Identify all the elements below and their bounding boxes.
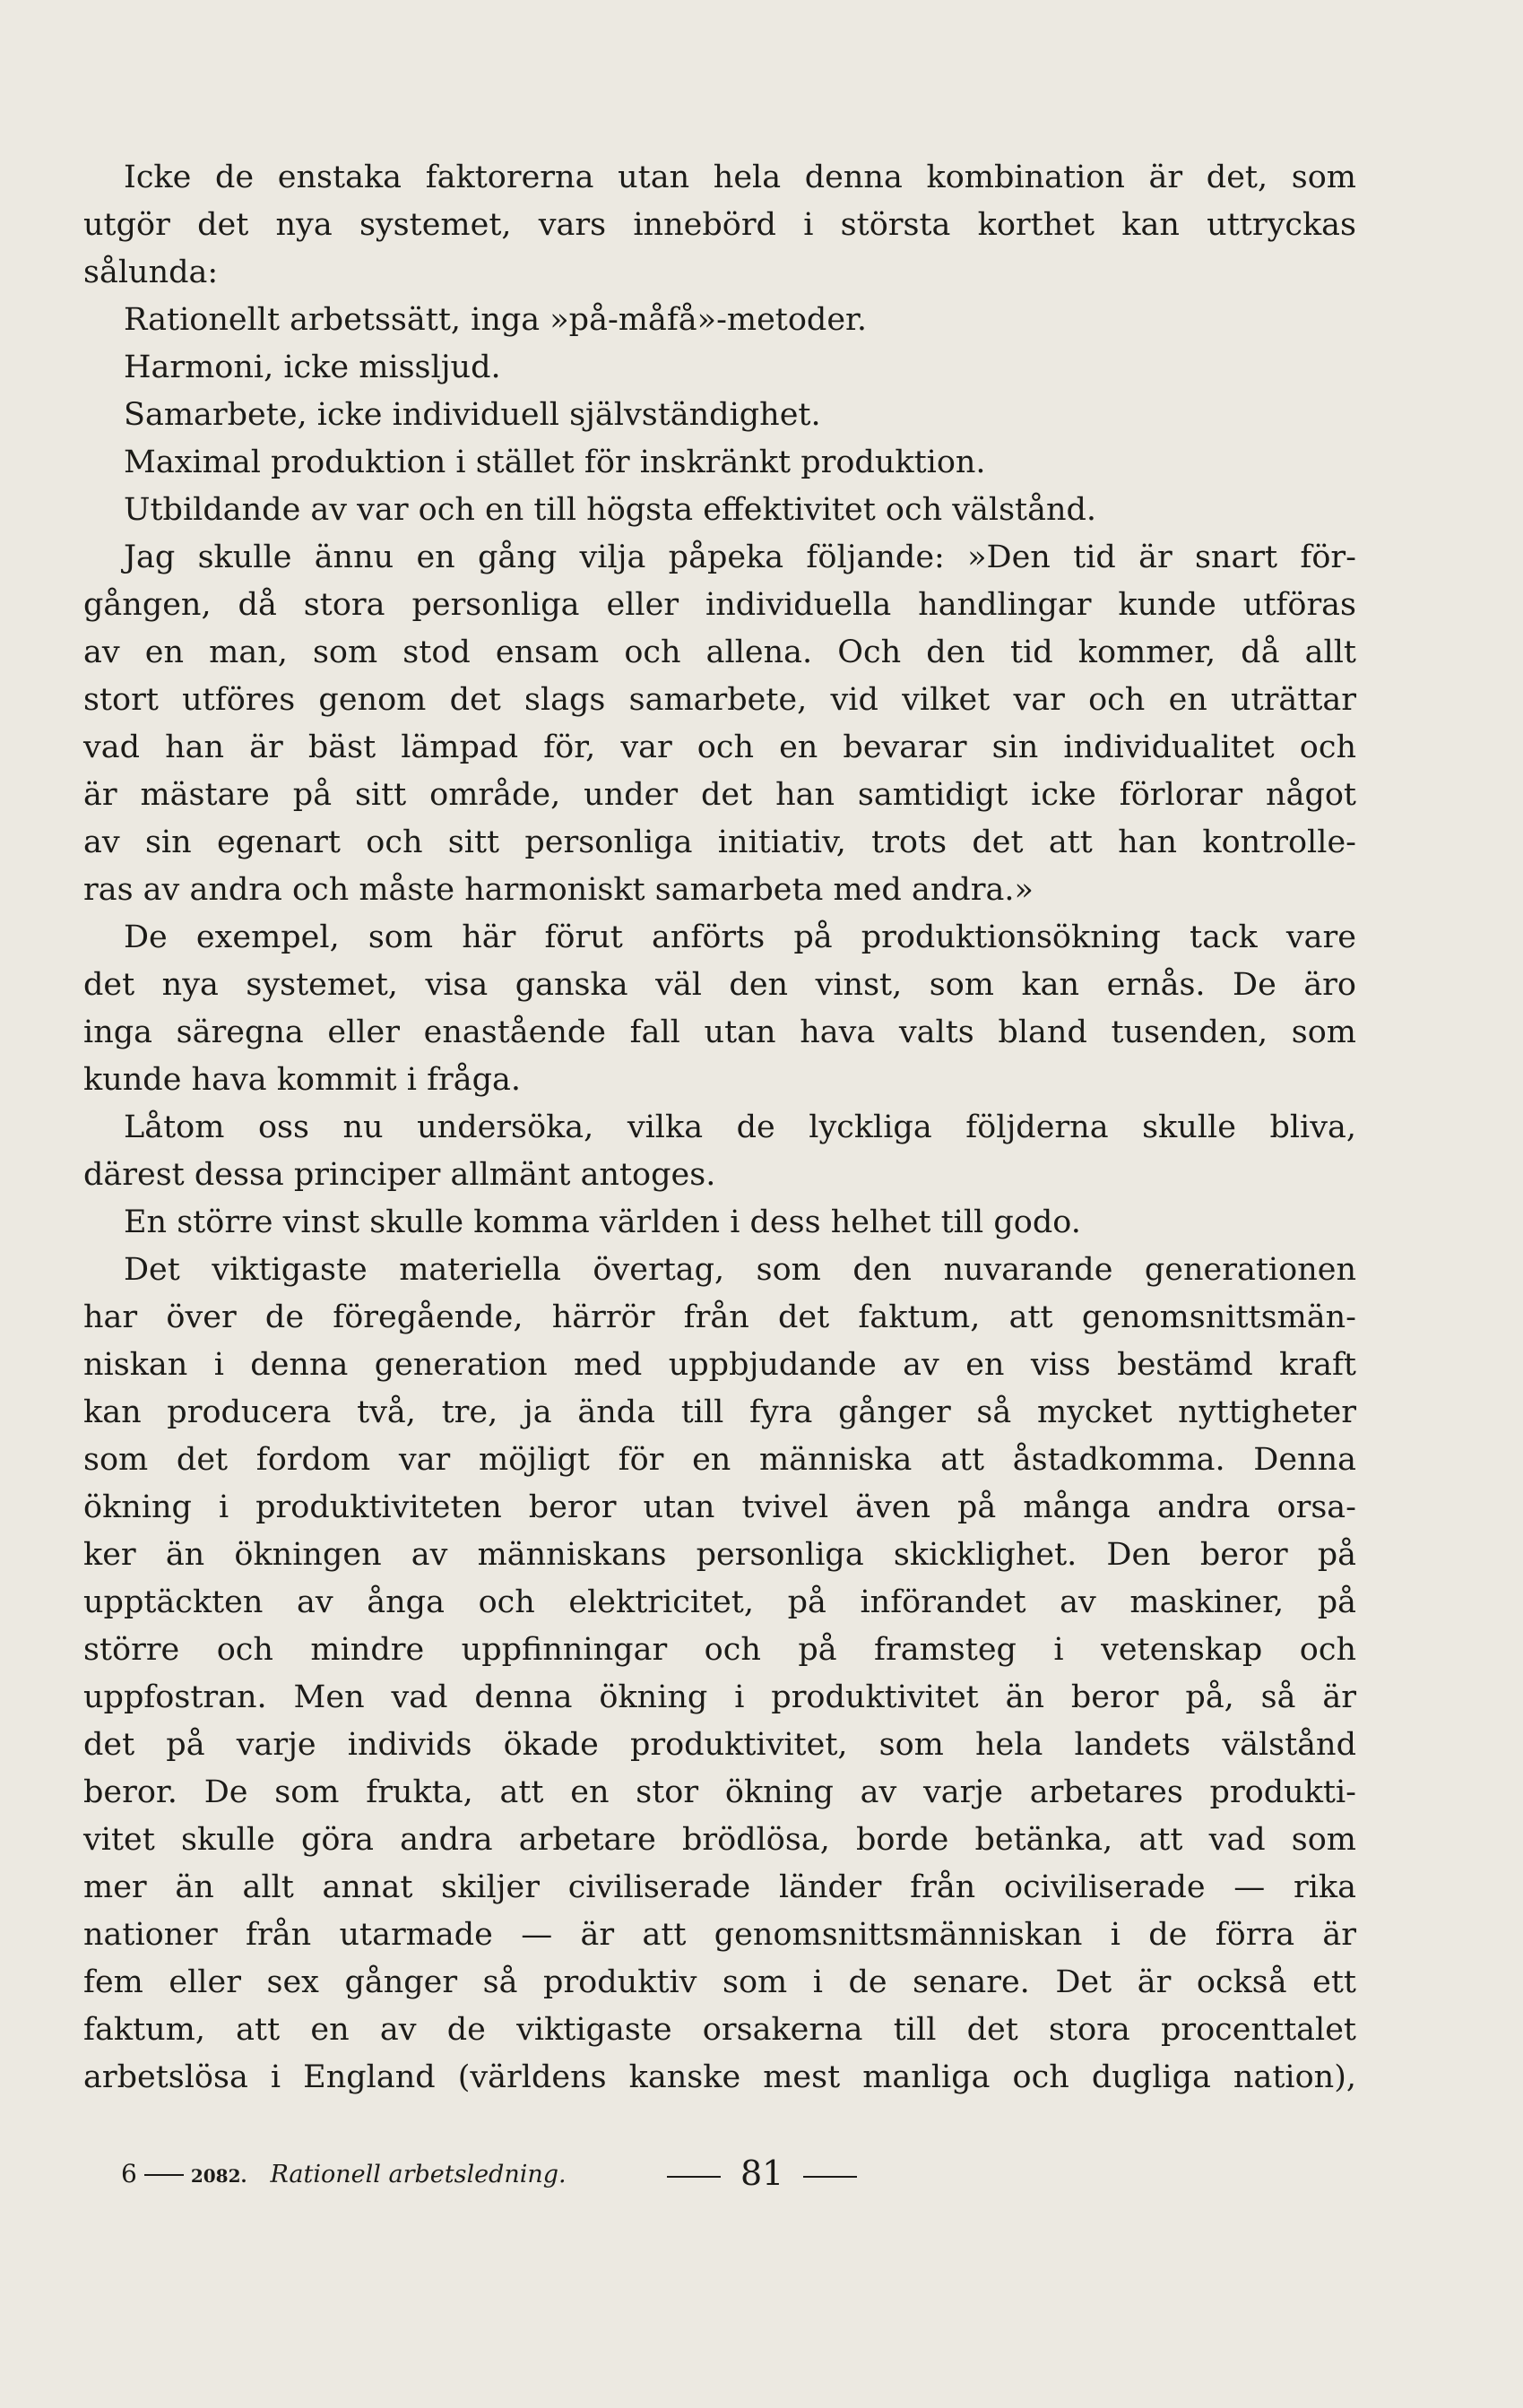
printer-signature [121,2151,567,2196]
print-code: 2082. [190,2165,247,2187]
text-line: fem eller sex gånger så produktiv som i de senare. Det är också ett [83,1964,1356,2000]
text-line: av en man, som stod ensam och allena. Och den tid kommer, då allt [83,634,1356,670]
text-line: Harmoni, icke missljud. [124,350,501,385]
page-number-block [647,2151,877,2196]
text-line: Det viktigaste materiella övertag, som den nuvarande generationen [124,1252,1356,1288]
text-line: kunde hava kommit i fråga. [83,1062,522,1098]
text-line: ker än ökningen av människans personliga skicklighet. Den beror på [83,1537,1356,1573]
page-number-right-rule [803,2176,857,2178]
text-line: Låtom oss nu undersöka, vilka de lyckliga följderna skulle bliva, [124,1109,1356,1145]
text-line: är mästare på sitt område, under det han samtidigt icke förlorar något [83,777,1356,813]
text-line: faktum, att en av de viktigaste orsakerna till det stora procenttalet [83,2012,1356,2048]
text-line: har över de föregående, härrör från det faktum, att genomsnittsmän- [83,1299,1356,1335]
text-line: kan producera två, tre, ja ända till fyra gånger så mycket nyttigheter [83,1394,1356,1430]
page-number-left-rule [667,2176,721,2178]
text-line: uppfostran. Men vad denna ökning i produktivitet än beror på, så är [83,1679,1356,1715]
text-line: sålunda: [83,255,219,290]
text-line: vitet skulle göra andra arbetare brödlösa, borde betänka, att vad som [83,1822,1356,1858]
text-line: det på varje individs ökade produktivitet, som hela landets välstånd [83,1727,1356,1763]
text-line: upptäckten av ånga och elektricitet, på införandet av maskiner, på [83,1584,1356,1620]
text-line: Rationellt arbetssätt, inga »på-måfå»-metoder. [124,302,868,338]
text-line: därest dessa principer allmänt antoges. [83,1157,716,1193]
text-line: En större vinst skulle komma världen i dess helhet till godo. [124,1204,1081,1240]
text-line: arbetslösa i England (världens kanske mest manliga och dugliga nation), [83,2059,1356,2095]
body-text [83,154,1356,2102]
text-line: beror. De som frukta, att en stor ökning av varje arbetares produkti- [83,1774,1356,1810]
text-line: De exempel, som här förut anförts på produktionsökning tack vare [124,919,1356,955]
text-line: Icke de enstaka faktorerna utan hela denna kombination är det, som [124,160,1356,195]
text-line: nationer från utarmade — är att genomsnittsmänniskan i de förra är [83,1917,1356,1953]
text-line: ökning i produktiviteten beror utan tvivel även på många andra orsa- [83,1489,1356,1525]
page-number: 81 [740,2153,784,2193]
text-line: det nya systemet, visa ganska väl den vinst, som kan ernås. De äro [83,967,1356,1003]
text-line: vad han är bäst lämpad för, var och en bevarar sin individualitet och [83,729,1356,765]
sheet-number: 6 [121,2159,137,2188]
text-line: Maximal produktion i stället för inskränkt produktion. [124,444,986,480]
text-line: ras av andra och måste harmoniskt samarbeta med andra.» [83,872,1034,908]
text-line: av sin egenart och sitt personliga initiativ, trots det att han kontrolle- [83,824,1356,860]
text-line: niskan i denna generation med uppbjudande av en viss bestämd kraft [83,1347,1356,1383]
text-line: Jag skulle ännu en gång vilja påpeka följande: »Den tid är snart för- [124,539,1356,575]
text-line: Samarbete, icke individuell självständighet. [124,397,821,433]
text-line: stort utföres genom det slags samarbete, vid vilket var och en uträttar [83,682,1356,718]
running-book-title: Rationell arbetsledning. [270,2161,567,2188]
text-line: gången, då stora personliga eller individuella handlingar kunde utföras [83,587,1356,623]
text-line: större och mindre uppfinningar och på framsteg i vetenskap och [83,1632,1356,1668]
text-line: utgör det nya systemet, vars innebörd i största korthet kan uttryckas [83,207,1356,243]
signature-dash [144,2174,184,2176]
text-line: som det fordom var möjligt för en människa att åstadkomma. Denna [83,1442,1356,1478]
text-line: mer än allt annat skiljer civiliserade länder från ociviliserade — rika [83,1869,1356,1905]
text-line: inga säregna eller enastående fall utan hava valts bland tusenden, som [83,1014,1356,1050]
text-line: Utbildande av var och en till högsta effektivitet och välstånd. [124,492,1097,528]
